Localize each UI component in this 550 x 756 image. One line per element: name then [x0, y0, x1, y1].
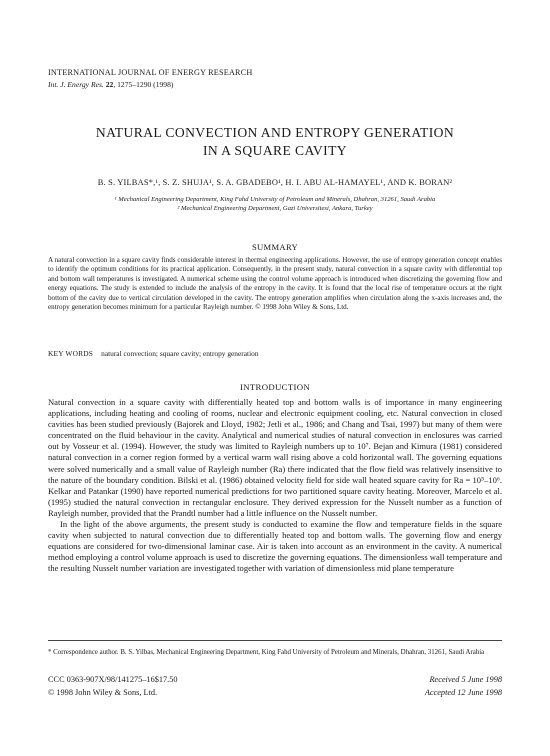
ccc-code: CCC 0363-907X/98/141275–16$17.50 — [48, 675, 178, 684]
keywords-items: natural convection; square cavity; entropy generation — [101, 349, 259, 358]
journal-citation — [48, 80, 173, 89]
keywords-label: KEY WORDS — [48, 349, 94, 358]
keywords-line — [48, 349, 259, 358]
affiliation-2: ² Mechanical Engineering Department, Gazi Universitesi, Ankara, Turkey — [177, 205, 373, 212]
introduction-paragraph-2: In the light of the above arguments, the present study is conducted to examine the flow and temperature fields in the square cavity when subjected to natural convection due to differentially heated top and bottom walls. The governing flow and energy equations are considered for two-dimensional laminar case. Air is taken into account as an environment in the cavity. A numerical method employing a control volume approach is used to discretize the governing equations. The dimensionless wall temperature and the resulting Nusselt number variation are investigated together with variation of dimensionless mid plane temperature — [48, 519, 502, 574]
article-title-line-2: IN A SQUARE CAVITY — [202, 143, 348, 158]
journal-abbrev: Int. J. Energy Res. — [48, 80, 104, 89]
article-title-line-1: NATURAL CONVECTION AND ENTROPY GENERATION — [95, 125, 455, 140]
summary-text: A natural convection in a square cavity finds considerable interest in thermal engineering applications. However, the use of entropy generation concept enables to identify the optimum conditions for its practical application. Consequently, in the present study, natural convection in a square cavity with differential top and bottom wall temperatures is investigated. A numerical scheme using the control volume approach is introduced when discretizing the governing flow and energy equations. The study is extended to include the analysis of the entropy in the cavity. It is found that the local rise of temperature occurs at the right bottom of the cavity due to vertical circulation developed in the cavity. The entropy generation amplifies when circulation along the x-axis increases and, the entropy generation becomes minimum for a particular Rayleigh number. © 1998 John Wiley & Sons, Ltd. — [48, 256, 502, 312]
summary-heading: SUMMARY — [251, 242, 299, 252]
footnote-divider — [48, 640, 502, 641]
journal-pages: , 1275–1290 (1998) — [113, 80, 174, 89]
author-list: B. S. YILBAS*,¹, S. Z. SHUJA¹, S. A. GBADEBO¹, H. I. ABU AL-HAMAYEL¹, AND K. BORAN² — [97, 178, 453, 187]
introduction-body — [48, 397, 502, 575]
affiliation-1: ¹ Mechanical Engineering Department, King Fahd University of Petroleum and Minerals, Dhahran, 31261, Saudi Arabia — [114, 196, 436, 203]
received-date: Received 5 June 1998 — [429, 675, 502, 684]
introduction-paragraph-1: Natural convection in a square cavity with differentially heated top and bottom walls is of importance in many engineering applications, including heating and cooling of rooms, nuclear and electronic equipment cooling, etc. Natural convection in closed cavities has been studied previously (Bajorek and Lloyd, 1982; Jetli et al., 1986; and Chang and Tsai, 1997) but many of them were concentrated on the fluid behaviour in the cavity. Analytical and numerical studies of natural convection in enclosures was carried out by Vosseur et al. (1994). However, the study was limited to Rayleigh numbers up to 10⁷. Bejan and Kimura (1981) considered natural convection in a corner region formed by a vertical warm wall rising above a cold horizontal wall. The governing equations were solved numerically and a small value of Rayleigh number (Ra) there indicated that the flow field was relatively insensitive to the nature of the boundary condition. Bilski et al. (1986) obtained velocity field for side wall heated square cavity for Ra = 10⁵–10⁶. Kelkar and Patankar (1990) have reported numerical predictions for two partitioned square cavity heating. Moreover, Marcelo et al. (1995) studied the natural convection in rectangular enclosure. They derived expression for the Nusselt number as a function of Rayleigh number, provided that the Prandtl number had a little influence on the Nusselt number. — [48, 397, 502, 518]
introduction-heading: INTRODUCTION — [239, 382, 311, 392]
accepted-date: Accepted 12 June 1998 — [424, 688, 502, 697]
copyright-notice: © 1998 John Wiley & Sons, Ltd. — [48, 688, 158, 697]
journal-volume: 22 — [105, 80, 114, 89]
journal-name: INTERNATIONAL JOURNAL OF ENERGY RESEARCH — [48, 68, 253, 77]
correspondence-footnote: * Correspondence author. B. S. Yilbas, Mechanical Engineering Department, King Fahd University of Petroleum and Minerals, Dhahran, 31261, Saudi Arabia — [48, 649, 485, 656]
